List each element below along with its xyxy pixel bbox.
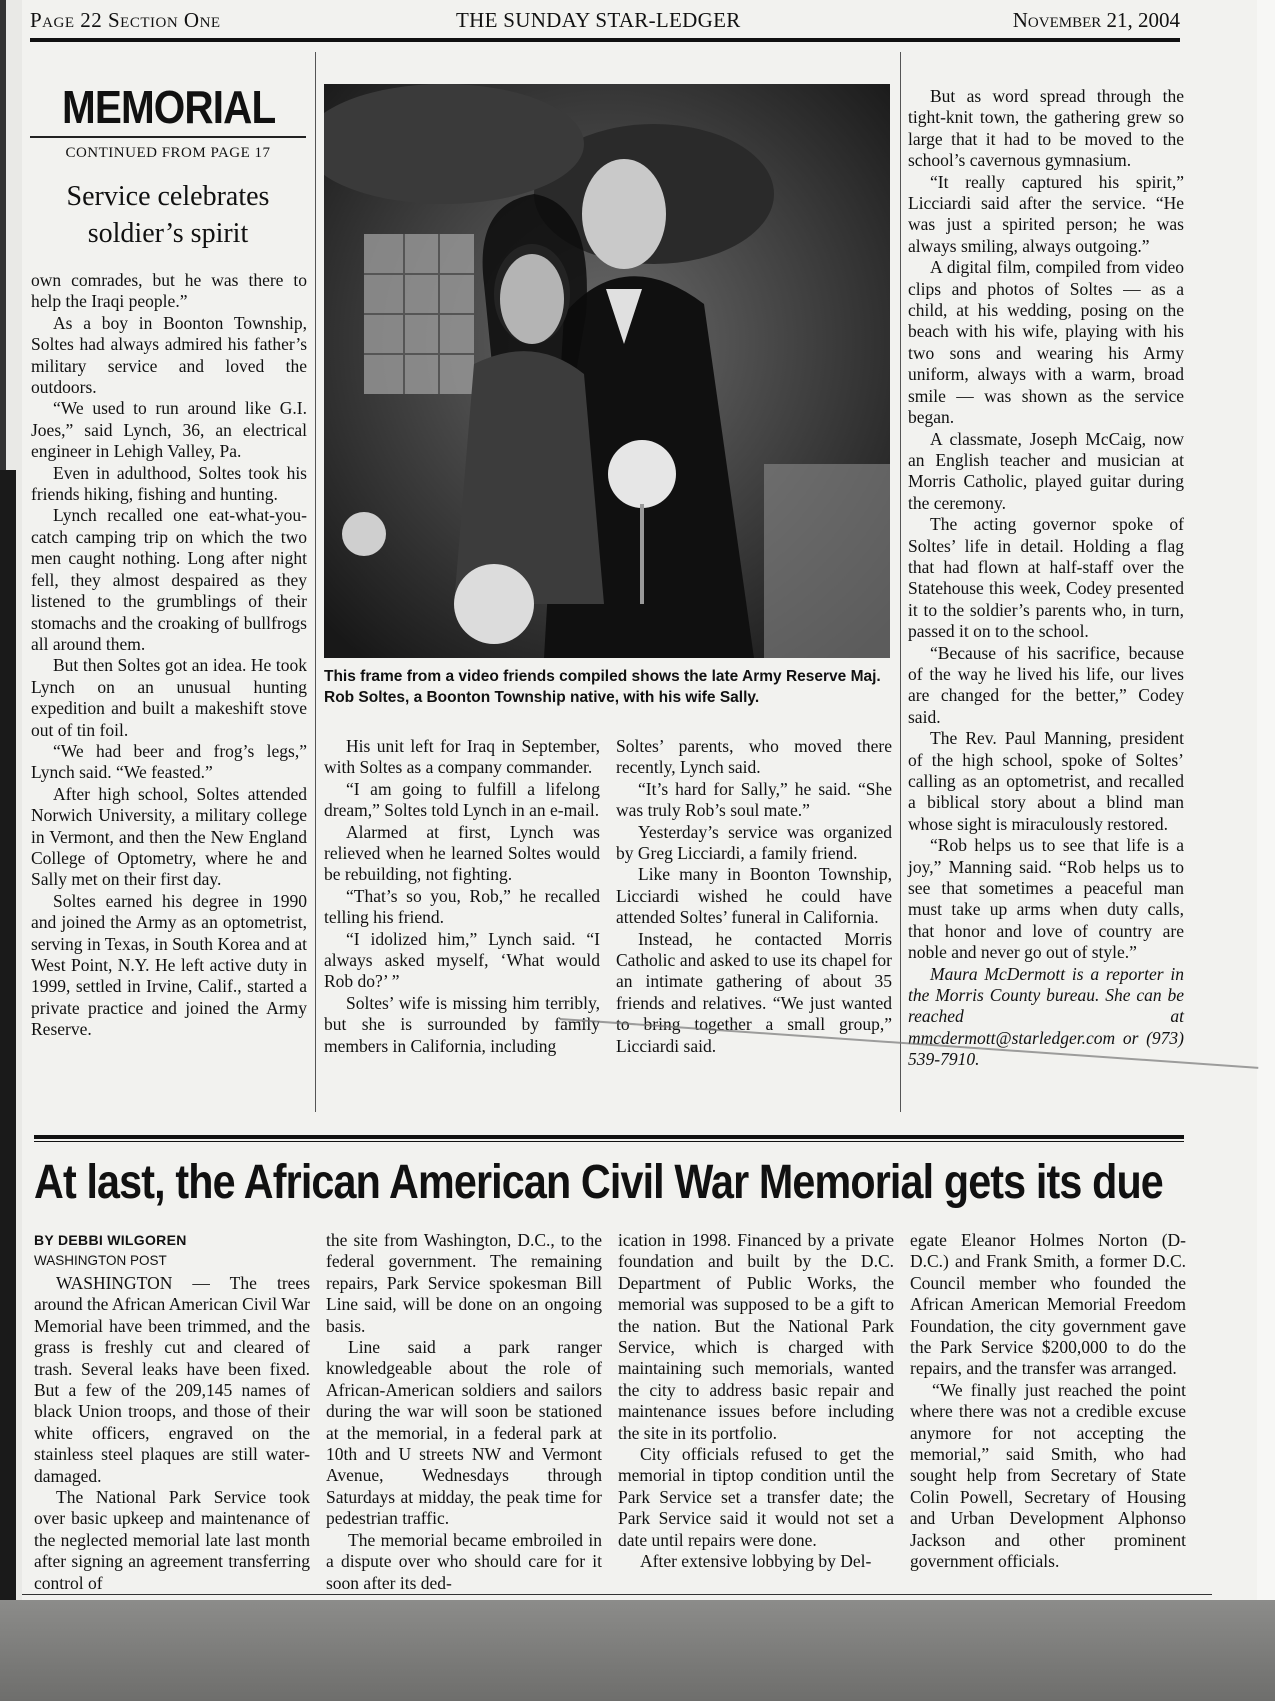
- continued-from: CONTINUED FROM PAGE 17: [65, 145, 271, 161]
- paragraph: WASHINGTON — The trees around the African American Civil War Memorial have been trimmed, and the grass is freshly cut and cleared of trash. Several leaks have been fixed. But a few of the 209,145 names of black Union troops, and those of their white officers, engraved on the stainless steel plaques are still water-damaged.: [34, 1273, 310, 1486]
- issue-date: November 21, 2004: [1012, 8, 1180, 32]
- page-bottom-rule: [22, 1594, 1212, 1595]
- paragraph: City officials refused to get the memorial in tiptop condition until the Park Service set a transfer date; the Park Service said it would not set a date until repairs were done.: [618, 1444, 894, 1550]
- story-rule: [34, 1135, 1184, 1139]
- paragraph: Alarmed at first, Lynch was relieved when he learned Soltes would be rebuilding, not fighting.: [324, 821, 600, 885]
- paragraph: The memorial became embroiled in a dispute over who should care for it soon after its ded-: [326, 1529, 602, 1593]
- paragraph: But then Soltes got an idea. He took Lynch on an unusual hunting expedition and built a makeshift stove out of tin foil.: [31, 655, 307, 740]
- story-headline: At last, the African American Civil War Memorial gets its due: [34, 1156, 1163, 1209]
- left-page-edge-dark: [0, 470, 16, 1600]
- civil-war-column-3: [618, 1230, 894, 1573]
- byline-source: WASHINGTON POST: [34, 1253, 167, 1268]
- paragraph: A digital film, compiled from video clips and photos of Soltes — as a child, at his wedding, posing on the beach with his wife, playing with his two sons and wearing his Army uniform, always with a warm, broad smile — was shown as the service began.: [908, 257, 1184, 428]
- paragraph: Soltes earned his degree in 1990 and joined the Army as an optometrist, serving in Texas, in South Korea and at West Point, N.Y. He left active duty in 1999, settled in Irvine, Calif., started a private practice and joined the Army Reserve.: [31, 890, 307, 1040]
- page-section-label: Page 22 Section One: [30, 8, 221, 32]
- memorial-column-4: [908, 86, 1184, 1071]
- paragraph: “Rob helps us to see that life is a joy,” Manning said. “Rob helps us to see that sometimes a peaceful man must take up arms when duty calls, that honor and love of country are noble and never go out of style.”: [908, 835, 1184, 963]
- paragraph: ication in 1998. Financed by a private foundation and built by the D.C. Department of Public Works, the memorial was supposed to be a gift to the nation. But the National Park Service, which is charged with maintaining such memorials, wanted the city to address basic repair and maintenance issues before including the site in its portfolio.: [618, 1230, 894, 1443]
- story-subhead: Service celebrates soldier’s spirit: [66, 181, 270, 249]
- paragraph: “We used to run around like G.I. Joes,” said Lynch, 36, an electrical engineer in Lehigh Valley, Pa.: [31, 398, 307, 462]
- paragraph: Even in adulthood, Soltes took his friends hiking, fishing and hunting.: [31, 462, 307, 505]
- paragraph: the site from Washington, D.C., to the federal government. The remaining repairs, Park Service spokesman Bill Line said, will be done on an ongoing basis.: [326, 1230, 602, 1336]
- paragraph: The acting governor spoke of Soltes’ life in detail. Holding a flag that had flown at half-staff over the Statehouse this week, Codey presented it to the soldier’s parents who, in turn, passed it on to the school.: [908, 514, 1184, 642]
- section-rule: [30, 136, 306, 138]
- section-heading: MEMORIAL: [62, 81, 276, 133]
- paragraph: Lynch recalled one eat-what-you-catch camping trip on which the two men caught nothing. Long after night fell, they almost despaired as they listened to the grumblings of their stomachs and the croaking of bullfrogs all around them.: [31, 505, 307, 654]
- column-divider: [315, 52, 316, 1112]
- story-rule-thin: [34, 1141, 1184, 1142]
- paragraph: Soltes’ wife is missing him terribly, but she is surrounded by family members in California, including: [324, 992, 600, 1056]
- paragraph: But as word spread through the tight-knit town, the gathering grew so large that it had to be moved to the school’s cavernous gymnasium.: [908, 86, 1184, 171]
- paragraph: Instead, he contacted Morris Catholic and asked to use its chapel for an intimate gathering of about 35 friends and relatives. “We just wanted to bring together a small group,” Licciardi said.: [616, 928, 892, 1056]
- paragraph: “It really captured his spirit,” Licciardi said after the service. “He was just a spirited person; he was always smiling, always outgoing.”: [908, 171, 1184, 256]
- memorial-column-3: [616, 736, 892, 1057]
- paragraph: “We finally just reached the point where there was not a credible excuse anymore for not accepting the memorial,” said Smith, who had sought help from Secretary of State Colin Powell, Secretary of Housing and Urban Development Alphonso Jackson and other prominent government officials.: [910, 1379, 1186, 1572]
- memorial-column-2: [324, 736, 600, 1057]
- paragraph: As a boy in Boonton Township, Soltes had always admired his father’s military service and loved the outdoors.: [31, 312, 307, 398]
- paragraph: “We had beer and frog’s legs,” Lynch said. “We feasted.”: [31, 740, 307, 783]
- paragraph: “Because of his sacrifice, because of the way he lived his life, our lives are changed for the better,” Codey said.: [908, 642, 1184, 727]
- masthead: [30, 8, 1180, 38]
- civil-war-column-2: [326, 1230, 602, 1594]
- paragraph: After high school, Soltes attended Norwich University, a military college in Vermont, and then the New England College of Optometry, where he and Sally met on their first day.: [31, 783, 307, 890]
- scan-background: [0, 1600, 1275, 1701]
- paragraph: The Rev. Paul Manning, president of the high school, spoke of Soltes’ calling as an optometrist, and recalled a biblical story about a blind man whose sight is miraculously restored.: [908, 728, 1184, 834]
- newspaper-name: THE SUNDAY STAR-LEDGER: [456, 8, 741, 32]
- civil-war-column-4: [910, 1230, 1186, 1573]
- photo-caption: This frame from a video friends compiled shows the late Army Reserve Maj. Rob Soltes, a Boonton Township native, with his wife Sally.: [324, 668, 881, 706]
- byline: BY DEBBI WILGOREN: [34, 1232, 187, 1248]
- paragraph: Line said a park ranger knowledgeable about the role of African-American soldiers and sailors during the war will soon be stationed at the memorial, in a federal park at 10th and U streets NW and Vermont Avenue, Wednesdays through Saturdays at midday, the peak time for pedestrian traffic.: [326, 1337, 602, 1529]
- paragraph: “That’s so you, Rob,” he recalled telling his friend.: [324, 885, 600, 928]
- author-signoff: Maura McDermott is a reporter in the Morris County bureau. She can be reached at mmcdermott@starledger.com or (973) 539-7910.: [908, 963, 1184, 1070]
- right-page-edge: [1257, 0, 1275, 1600]
- paragraph: “It’s hard for Sally,” he said. “She was truly Rob’s soul mate.”: [616, 778, 892, 821]
- paragraph: His unit left for Iraq in September, with Soltes as a company commander.: [324, 736, 600, 778]
- paragraph: Soltes’ parents, who moved there recently, Lynch said.: [616, 736, 892, 778]
- paragraph: Yesterday’s service was organized by Greg Licciardi, a family friend.: [616, 821, 892, 864]
- paragraph: After extensive lobbying by Del-: [640, 1551, 872, 1572]
- paragraph: The National Park Service took over basic upkeep and maintenance of the neglected memorial late last month after signing an agreement transferring control of: [34, 1487, 310, 1593]
- paragraph: egate Eleanor Holmes Norton (D-D.C.) and Frank Smith, a former D.C. Council member who founded the African American Memorial Freedom Foundation, the city government gave the Park Service $200,000 to do the repairs, and the transfer was arranged.: [910, 1230, 1186, 1379]
- civil-war-column-1: [34, 1273, 310, 1594]
- column-divider: [900, 52, 901, 1112]
- photo-illustration: [324, 84, 890, 658]
- paragraph: “I idolized him,” Lynch said. “I always asked myself, ‘What would Rob do?’ ”: [324, 928, 600, 992]
- masthead-rule: [30, 38, 1180, 42]
- memorial-column-1: [31, 270, 307, 1041]
- paragraph: Like many in Boonton Township, Licciardi wished he could have attended Soltes’ funeral in California.: [616, 864, 892, 928]
- paragraph: own comrades, but he was there to help the Iraqi people.”: [31, 270, 307, 312]
- wedding-photo: [324, 84, 890, 658]
- left-page-edge: [0, 0, 6, 470]
- paragraph: A classmate, Joseph McCaig, now an English teacher and musician at Morris Catholic, played guitar during the ceremony.: [908, 428, 1184, 513]
- paragraph: “I am going to fulfill a lifelong dream,” Soltes told Lynch in an e-mail.: [324, 778, 600, 821]
